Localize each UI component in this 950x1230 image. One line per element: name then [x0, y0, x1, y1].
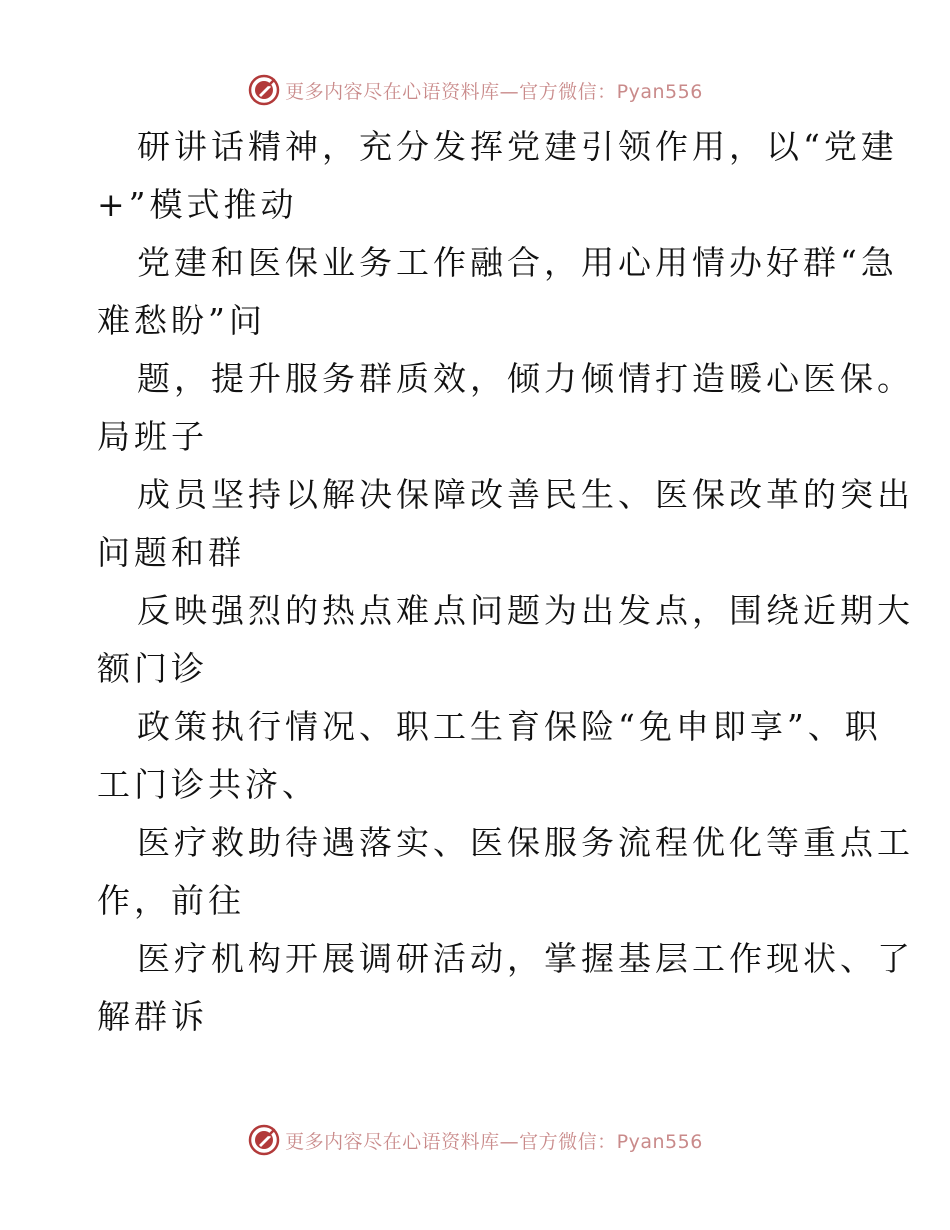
paragraph-line: 医疗救助待遇落实、医保服务流程优化等重点工 — [137, 823, 914, 862]
paragraph-6 — [97, 698, 882, 814]
paragraph-line: 研讲话精神，充分发挥党建引领作用，以“党建 — [137, 127, 898, 166]
paragraph-line: 工门诊共济、 — [97, 765, 319, 804]
paragraph-5 — [97, 582, 914, 698]
paragraph-line: +”模式推动 — [97, 185, 298, 224]
paragraph-3 — [97, 350, 914, 466]
footer-banner — [0, 1120, 950, 1160]
paragraph-line: 题，提升服务群质效，倾力倾情打造暖心医保。 — [137, 359, 914, 398]
document-body — [97, 118, 914, 1046]
paragraph-line: 解群诉 — [97, 997, 208, 1036]
pen-nib-circle-icon — [247, 1123, 281, 1157]
paragraph-line: 难愁盼”问 — [97, 301, 266, 340]
paragraph-2 — [97, 234, 898, 350]
paragraph-line: 局班子 — [97, 417, 208, 456]
header-banner-text: 更多内容尽在心语资料库—官方微信：Pyan556 — [285, 80, 703, 103]
header-banner — [0, 70, 950, 110]
paragraph-line: 反映强烈的热点难点问题为出发点，围绕近期大 — [137, 591, 914, 630]
paragraph-line: 额门诊 — [97, 649, 208, 688]
paragraph-line: 医疗机构开展调研活动，掌握基层工作现状、了 — [137, 939, 914, 978]
paragraph-line: 党建和医保业务工作融合，用心用情办好群“急 — [137, 243, 898, 282]
paragraph-line: 成员坚持以解决保障改善民生、医保改革的突出 — [137, 475, 914, 514]
footer-banner-text: 更多内容尽在心语资料库—官方微信：Pyan556 — [285, 1130, 703, 1153]
paragraph-8 — [97, 930, 914, 1046]
paragraph-line: 作，前往 — [97, 881, 245, 920]
pen-nib-circle-icon — [247, 73, 281, 107]
paragraph-1 — [97, 118, 898, 234]
paragraph-line: 政策执行情况、职工生育保险“免申即享”、职 — [137, 707, 882, 746]
paragraph-4 — [97, 466, 914, 582]
paragraph-7 — [97, 814, 914, 930]
paragraph-line: 问题和群 — [97, 533, 245, 572]
